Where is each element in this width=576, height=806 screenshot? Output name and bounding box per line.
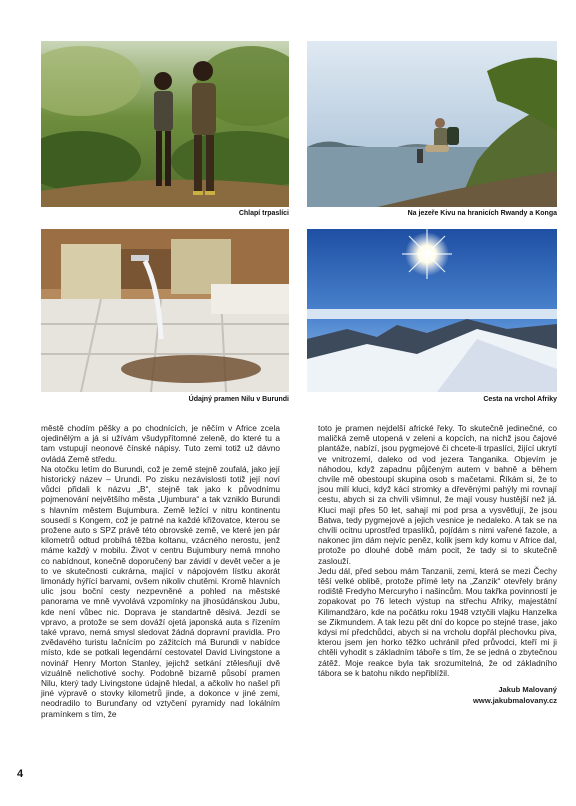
photo-man-lake-kivu-icon xyxy=(307,41,557,207)
photo-kilimanjaro xyxy=(307,229,557,392)
photo-caption: Chlapí trpaslíci xyxy=(238,210,289,217)
photo-pygmy-boys xyxy=(41,41,289,207)
photo-two-boys-jungle-icon xyxy=(41,41,289,207)
page-number: 4 xyxy=(17,768,24,780)
article-paragraph: Na otočku letím do Burundi, což je země stejně zoufalá, jako její historický název – Urundi. Po zisku nezávislosti totiž její noví vůdci přidali k názvu „B“, stejně tak jako k původnímu pojmenování největšího města „Ujumbura“ a tak vzniklo Burundi s hlavním městem Bujumbura. Země ležící v nitru kontinentu sousedí s Kongem, což je patrné na každé křižovatce, kterou se prožene auto s SPZ právě této obrovské země, ve které jen pár kilometrů odtud probíhá těžba koltanu, vzácného nerostu, jenž máme každý v mobilu. Život v centru Bujumbury nemá mnoho co nabídnout, konečně doporučený bar závidí v devět večer a je to ve skutečnosti cukrárna, mající v nápojovém lístku akorát limonády hýřící barvami, ovšem nikoliv chutěmi. Kromě hlavních ulic jsou boční cesty nezpevněné a pohled na městské panorama ve mně vyvolává vzpomínky na jihosúdánskou Jubu, kde není vůbec nic. Doprava je standartně děsivá. Jezdí se vpravo, a protože se sem dováží ojetá japonská auta s řízením také vpravo, nemá smysl sledovat žádná dopravní pravidla. Pro zvědavého turistu lačnícím po zážitcích má Burundi v nabídce místo, kde se potkali legendární cestovatel David Livingstone a novinář Henry Morton Stanley, jejichž setkání ztělesňují dvě vizuálně nelichotivé sochy. Podobně bizarně působí pramen Nilu, který tady Livingstone údajně hledal, a ačkoliv ho našel při jiné výpravě o stovky kilometrů jinde, a dokonce v jiné zemi, neodradilo to Burunďany od vztyčení pyramidy nad lokálním pramínkem s tím, že xyxy=(41,463,280,719)
article-right-column xyxy=(318,423,557,706)
photo-lake-kivu xyxy=(307,41,557,207)
article-paragraph: Jedu dál, před sebou mám Tanzanii, zemi, která se mezi Čechy těší velké oblibě, protože přímé lety na „Zanzik“ otevřely brány rodiště Fredyho Mercuryho i našincům. Mou takřka povinností je zopakovat po 76 letech výstup na střechu Afriky, majestátní Kilimandžáro, kde na počátku roku 1948 vztyčili vlajku Hanzelka se Zikmundem. A tak lezu pět dní do kopce po stejné trase, jako kdysi mí předchůdci, abych si na vrcholu dopřál plechovku piva, kterou jsem jen horko těžko uchránil před průvodci, kteří mi ji chtěli vyhodit s základním táboře s tím, že se jedná o zbytečnou zátěž. Moje reakce byla tak srozumitelná, že od základního tábora se k batohu nikdo nepřiblížil. xyxy=(318,565,557,678)
author-website[interactable]: www.jakubmalovany.cz xyxy=(473,695,557,705)
photo-caption: Údajný pramen Nilu v Burundi xyxy=(188,396,289,403)
signature xyxy=(318,685,557,706)
article-paragraph: toto je pramen nejdelší africké řeky. To skutečně jedinečné, co maličká země utopená v zeleni a kopcích, na nichž jsou čajové plantáže, nabízí, jsou pygmejové či chcete-li trpaslíci, žijící ukrytí ve vnitrozemí, daleko od vod jezera Tanganika. Objevím je náhodou, když zapadnu půjčeným autem v bahně a během chvíle mě obestoupí skupina osob s mačetami. Říkám si, že to jsou milí kluci, když kácí stromky a dřevěnými pahýly mi rovnají cestu, abych si za chvíli všimnul, že mají vousy hustější než já. Kluci mají přes 50 let, sahají mi pod prsa a vysvětlují, že jsou Batwa, tedy pygmejové a jejich vesnice je nedaleko. A tak se na chvíli ocitnu uprostřed trpaslíků, pojídám s nimi vařené fazole, a nakonec jim dám nejvíc peněz, kolik jsem kdy komu v Africe dal, protože po dlouhé době mám pocit, že tady si to skutečně zaslouží. xyxy=(318,423,557,566)
article-left-column xyxy=(41,423,280,719)
photo-caption: Na jezeře Kivu na hranicích Rwandy a Konga xyxy=(407,210,557,217)
article-paragraph: městě chodím pěšky a po chodnících, je něčím v Africe zcela ojedinělým a já si užívám všudypřítomné zeleně, do které tu a tam vstupují neonové čínské nápisy. Tuto zemi totiž už dávno ovládá Země středu. xyxy=(41,423,280,464)
photo-nile-spring-fountain-icon xyxy=(41,229,289,392)
photo-nile-spring xyxy=(41,229,289,392)
photo-kilimanjaro-summit-icon xyxy=(307,229,557,392)
author-name: Jakub Malovaný xyxy=(498,685,557,695)
photo-caption: Cesta na vrchol Afriky xyxy=(483,396,557,403)
